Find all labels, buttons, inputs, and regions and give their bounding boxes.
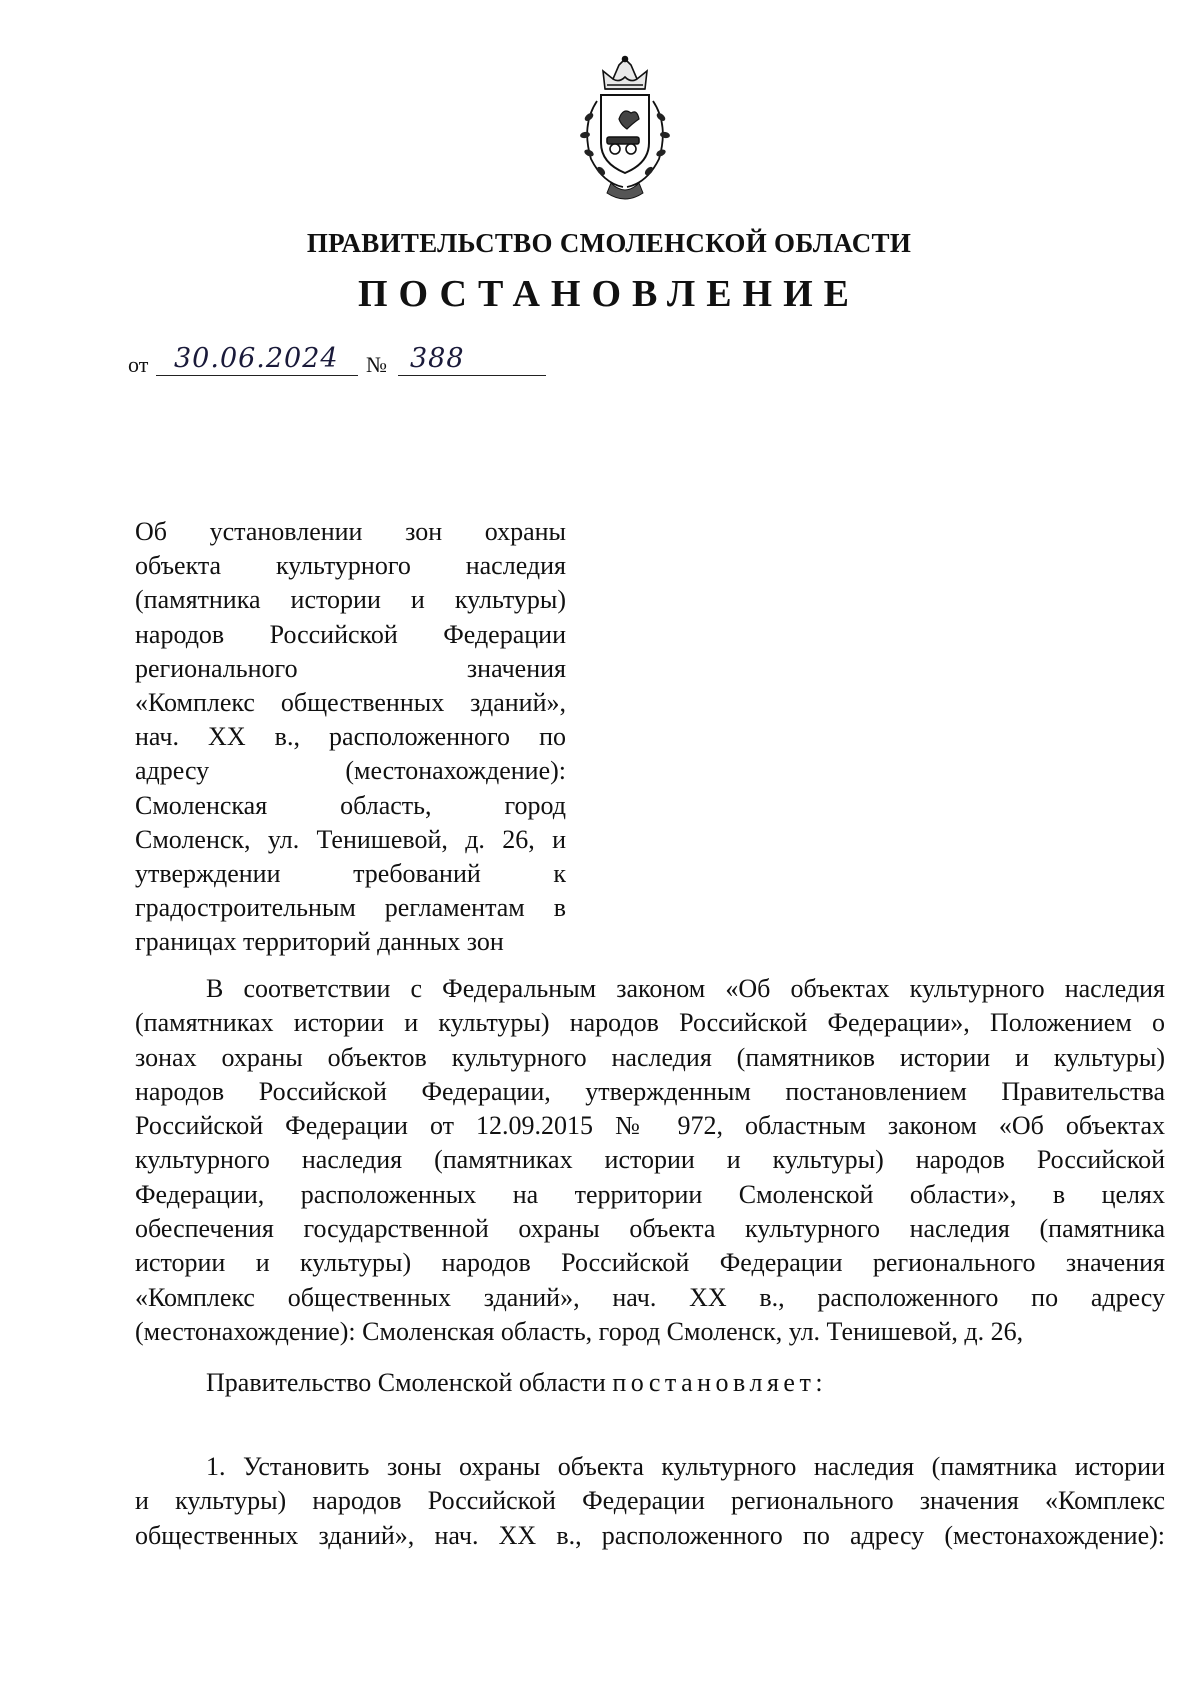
- subject-line: «Комплекс общественных зданий»,: [135, 687, 566, 717]
- decree-intro-line: [135, 1366, 1165, 1400]
- preamble-line: (местонахождение): Смоленская область, город Смоленск, ул. Тенишевой, д. 26,: [135, 1316, 1024, 1346]
- preamble-paragraph: [135, 972, 1165, 1349]
- subject-line: нач. XX в., расположенного по: [135, 722, 566, 752]
- preamble-line: Российской Федерации от 12.09.2015 № 972, областным законом «Об объектах: [135, 1111, 1165, 1141]
- preamble-line: обеспечения государственной охраны объекта культурного наследия (памятника: [135, 1214, 1165, 1244]
- subject-line: народов Российской Федерации: [135, 619, 566, 649]
- item-line: общественных зданий», нач. XX в., расположенного по адресу (местонахождение):: [135, 1520, 1165, 1550]
- preamble-line: «Комплекс общественных зданий», нач. XX в., расположенного по адресу: [135, 1282, 1165, 1312]
- subject-line: Смоленск, ул. Тенишевой, д. 26, и: [135, 824, 566, 854]
- number-underline: [398, 375, 546, 376]
- subject-line: регионального значения: [135, 653, 566, 683]
- decree-subject: Правительство Смоленской области: [206, 1368, 606, 1397]
- preamble-line: В соответствии с Федеральным законом «Об объектах культурного наследия: [206, 974, 1165, 1003]
- preamble-line: истории и культуры) народов Российской Федерации регионального значения: [135, 1248, 1165, 1278]
- decree-intro: [135, 1366, 1165, 1400]
- subject-line: границах территорий данных зон: [135, 927, 504, 957]
- document-subject: [135, 515, 566, 959]
- document-date: 30.06.2024: [174, 343, 339, 374]
- coat-of-arms-emblem: [567, 55, 683, 201]
- subject-line: утверждении требований к: [135, 858, 566, 888]
- preamble-line: культурного наследия (памятниках истории и культуры) народов Российской: [135, 1145, 1165, 1175]
- subject-line: градостроительным регламентам в: [135, 893, 566, 923]
- number-label: №: [366, 352, 387, 377]
- decree-verb: постановляет:: [612, 1368, 828, 1397]
- preamble-line: Федерации, расположенных на территории Смоленской области», в целях: [135, 1179, 1165, 1209]
- subject-line: адресу (местонахождение):: [135, 756, 566, 786]
- date-underline: [156, 375, 358, 376]
- government-title: ПРАВИТЕЛЬСТВО СМОЛЕНСКОЙ ОБЛАСТИ: [306, 228, 912, 258]
- document-number: 388: [410, 343, 465, 374]
- item-line: 1. Установить зоны охраны объекта культурного наследия (памятника истории: [206, 1452, 1165, 1481]
- subject-line: объекта культурного наследия: [135, 551, 566, 581]
- preamble-line: народов Российской Федерации, утвержденным постановлением Правительства: [135, 1076, 1165, 1106]
- preamble-line: зонах охраны объектов культурного наследия (памятников истории и культуры): [135, 1042, 1165, 1072]
- decree-item-1: [135, 1450, 1165, 1553]
- preamble-line: (памятниках истории и культуры) народов Российской Федерации», Положением о: [135, 1008, 1165, 1038]
- subject-line: Об установлении зон охраны: [135, 517, 566, 546]
- date-label: от: [128, 352, 149, 377]
- document-type-title: ПОСТАНОВЛЕНИЕ: [357, 273, 861, 315]
- subject-line: Смоленская область, город: [135, 790, 566, 820]
- item-line: и культуры) народов Российской Федерации регионального значения «Комплекс: [135, 1486, 1165, 1516]
- subject-line: (памятника истории и культуры): [135, 585, 566, 615]
- registration-line: [128, 344, 548, 378]
